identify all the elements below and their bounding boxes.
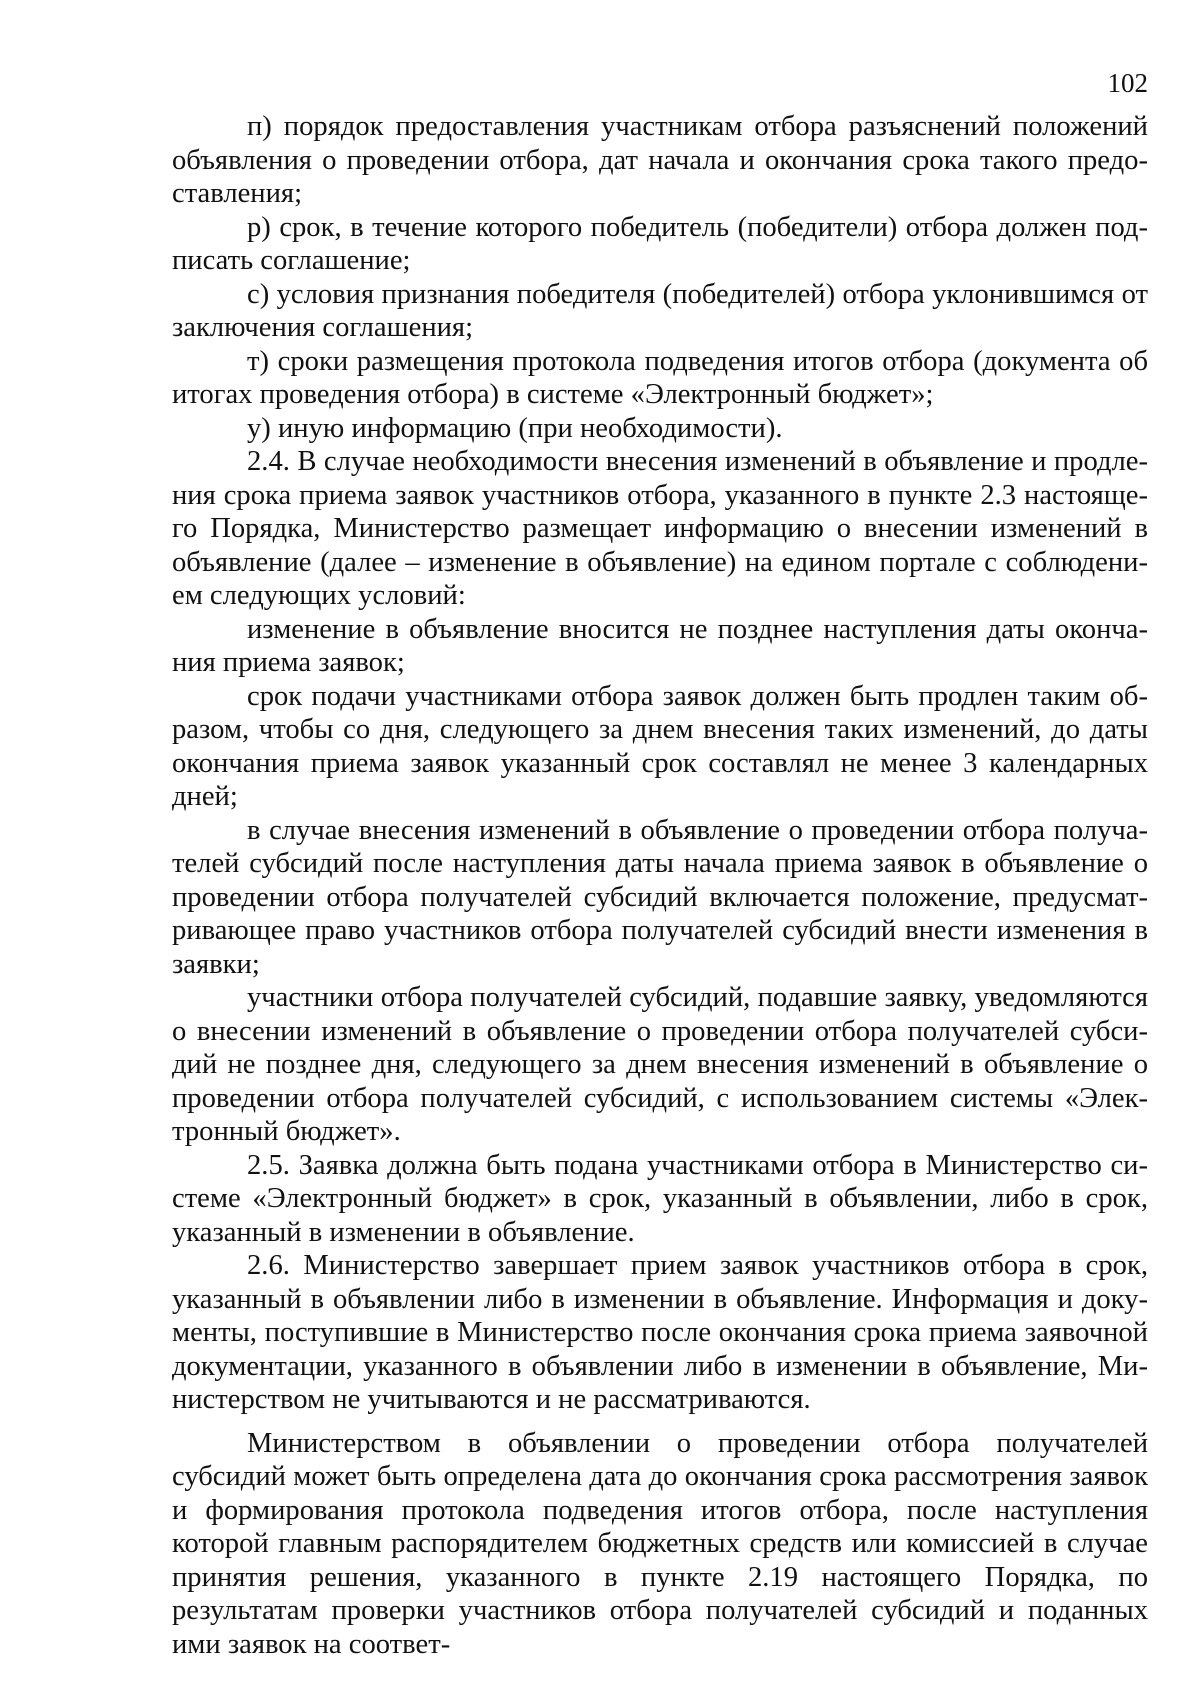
paragraph-deadline: Министерством в объявлении о проведении отбора получателей субсидий может быть определена дата до окончания срока рассмотрения заявок и формирования протокола подведения итогов отбора, после наступления которой главным распорядителем бюджетных средств или комиссией в случае принятия решения, указанного в пункте 2.19 настоящего Порядка, по результатам проверки участников отбора получателей субсидий и поданных ими заявок на соответ- [172,1427,1148,1660]
paragraph-r: р) срок, в течение которого победитель (победители) отбора должен подписать соглашение; [172,211,1148,276]
paragraph-s: с) условия признания победителя (победителей) отбора уклонившимся от заключения соглашения; [172,278,1148,343]
paragraph-2-6: 2.6. Министерство завершает прием заявок участников отбора в срок, указанный в объявлении либо в изменении в объявление. Информация и документы, поступившие в Министерство после окончания срока приема заявочной документации, указанного в объявлении либо в изменении в объявление, Министерством не учитываются и не рассматриваются. [172,1250,1148,1415]
paragraph-condition-2: срок подачи участниками отбора заявок должен быть продлен таким образом, чтобы со дня, следующего за днем внесения таких изменений, до даты окончания приема заявок указанный срок составлял не менее 3 календарных дней; [172,680,1148,812]
paragraph-2-5: 2.5. Заявка должна быть подана участниками отбора в Министерство системе «Электронный бюджет» в срок, указанный в объявлении, либо в срок, указанный в изменении в объявление. [172,1149,1148,1248]
paragraph-t: т) сроки размещения протокола подведения итогов отбора (документа об итогах проведения отбора) в системе «Электронный бюджет»; [172,345,1148,410]
paragraph-p: п) порядок предоставления участникам отбора разъяснений положений объявления о проведении отбора, дат начала и окончания срока такого предоставления; [172,111,1148,209]
paragraph-condition-3: в случае внесения изменений в объявление о проведении отбора получателей субсидий после наступления даты начала приема заявок в объявление о проведении отбора получателей субсидий включается положение, предусматривающее право участников отбора получателей субсидий внести изменения в заявки; [172,814,1148,980]
page-number: 102 [1107,68,1148,98]
paragraph-condition-1: изменение в объявление вносится не позднее наступления даты окончания приема заявок; [172,613,1148,678]
paragraph-u: у) иную информацию (при необходимости). [247,412,783,444]
document-body [172,110,1148,1661]
paragraph-2-4: 2.4. В случае необходимости внесения изменений в объявление и продления срока приема заявок участников отбора, указанного в пункте 2.3 настоящего Порядка, Министерство размещает информацию о внесении изменений в объявление (далее – изменение в объявление) на едином портале с соблюдением следующих условий: [172,446,1148,611]
paragraph-condition-4: участники отбора получателей субсидий, подавшие заявку, уведомляются о внесении изменений в объявление о проведении отбора получателей субсидий не позднее дня, следующего за днем внесения изменений в объявление о проведении отбора получателей субсидий, с использованием системы «Электронный бюджет». [172,982,1148,1147]
